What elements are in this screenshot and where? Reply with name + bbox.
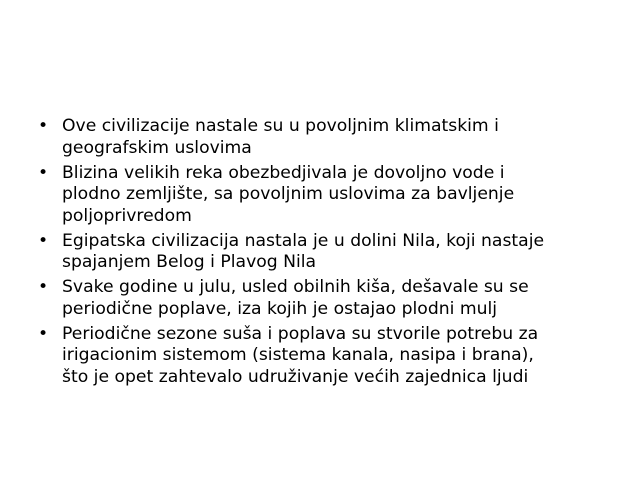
bullet-text-line: Svake godine u julu, usled obilnih kiša, dešavale su se [62,277,529,297]
bullet-text-line: Blizina velikih reka obezbedjivala je dovoljno vode i [62,162,505,183]
bullet-text-line: periodične poplave, iza kojih je ostajao plodni mulj [62,298,498,319]
bullet-text-line: poljoprivredom [62,205,192,226]
bullet-list [38,116,618,392]
bullet-text-line: plodno zemljište, sa povoljnim uslovima za bavljenje [62,184,515,204]
bullet-dot-icon: • [38,277,49,297]
bullet-text-line: što je opet zahtevalo udruživanje većih zajednica ljudi [62,366,529,387]
bullet-dot-icon: • [38,323,49,344]
bullet-text-line: geografskim uslovima [62,137,252,158]
bullet-text-line: spajanjem Belog i Plavog Nila [62,252,317,272]
bullet-text-line: Egipatska civilizacija nastala je u dolini Nila, koji nastaje [62,230,545,251]
bullet-item-1 [38,116,618,159]
bullet-item-3 [38,231,618,274]
bullet-item-5 [38,324,618,389]
bullet-dot-icon: • [38,230,49,251]
bullet-dot-icon: • [38,162,49,183]
bullet-text-line: irigacionim sistemom (sistema kanala, nasipa i brana), [62,345,534,365]
bullet-text-line: Ove civilizacije nastale su u povoljnim klimatskim i [62,116,499,136]
bullet-dot-icon: • [38,116,49,136]
bullet-item-2 [38,163,618,228]
bullet-item-4 [38,277,618,320]
bullet-text-line: Periodične sezone suša i poplava su stvorile potrebu za [62,323,539,344]
